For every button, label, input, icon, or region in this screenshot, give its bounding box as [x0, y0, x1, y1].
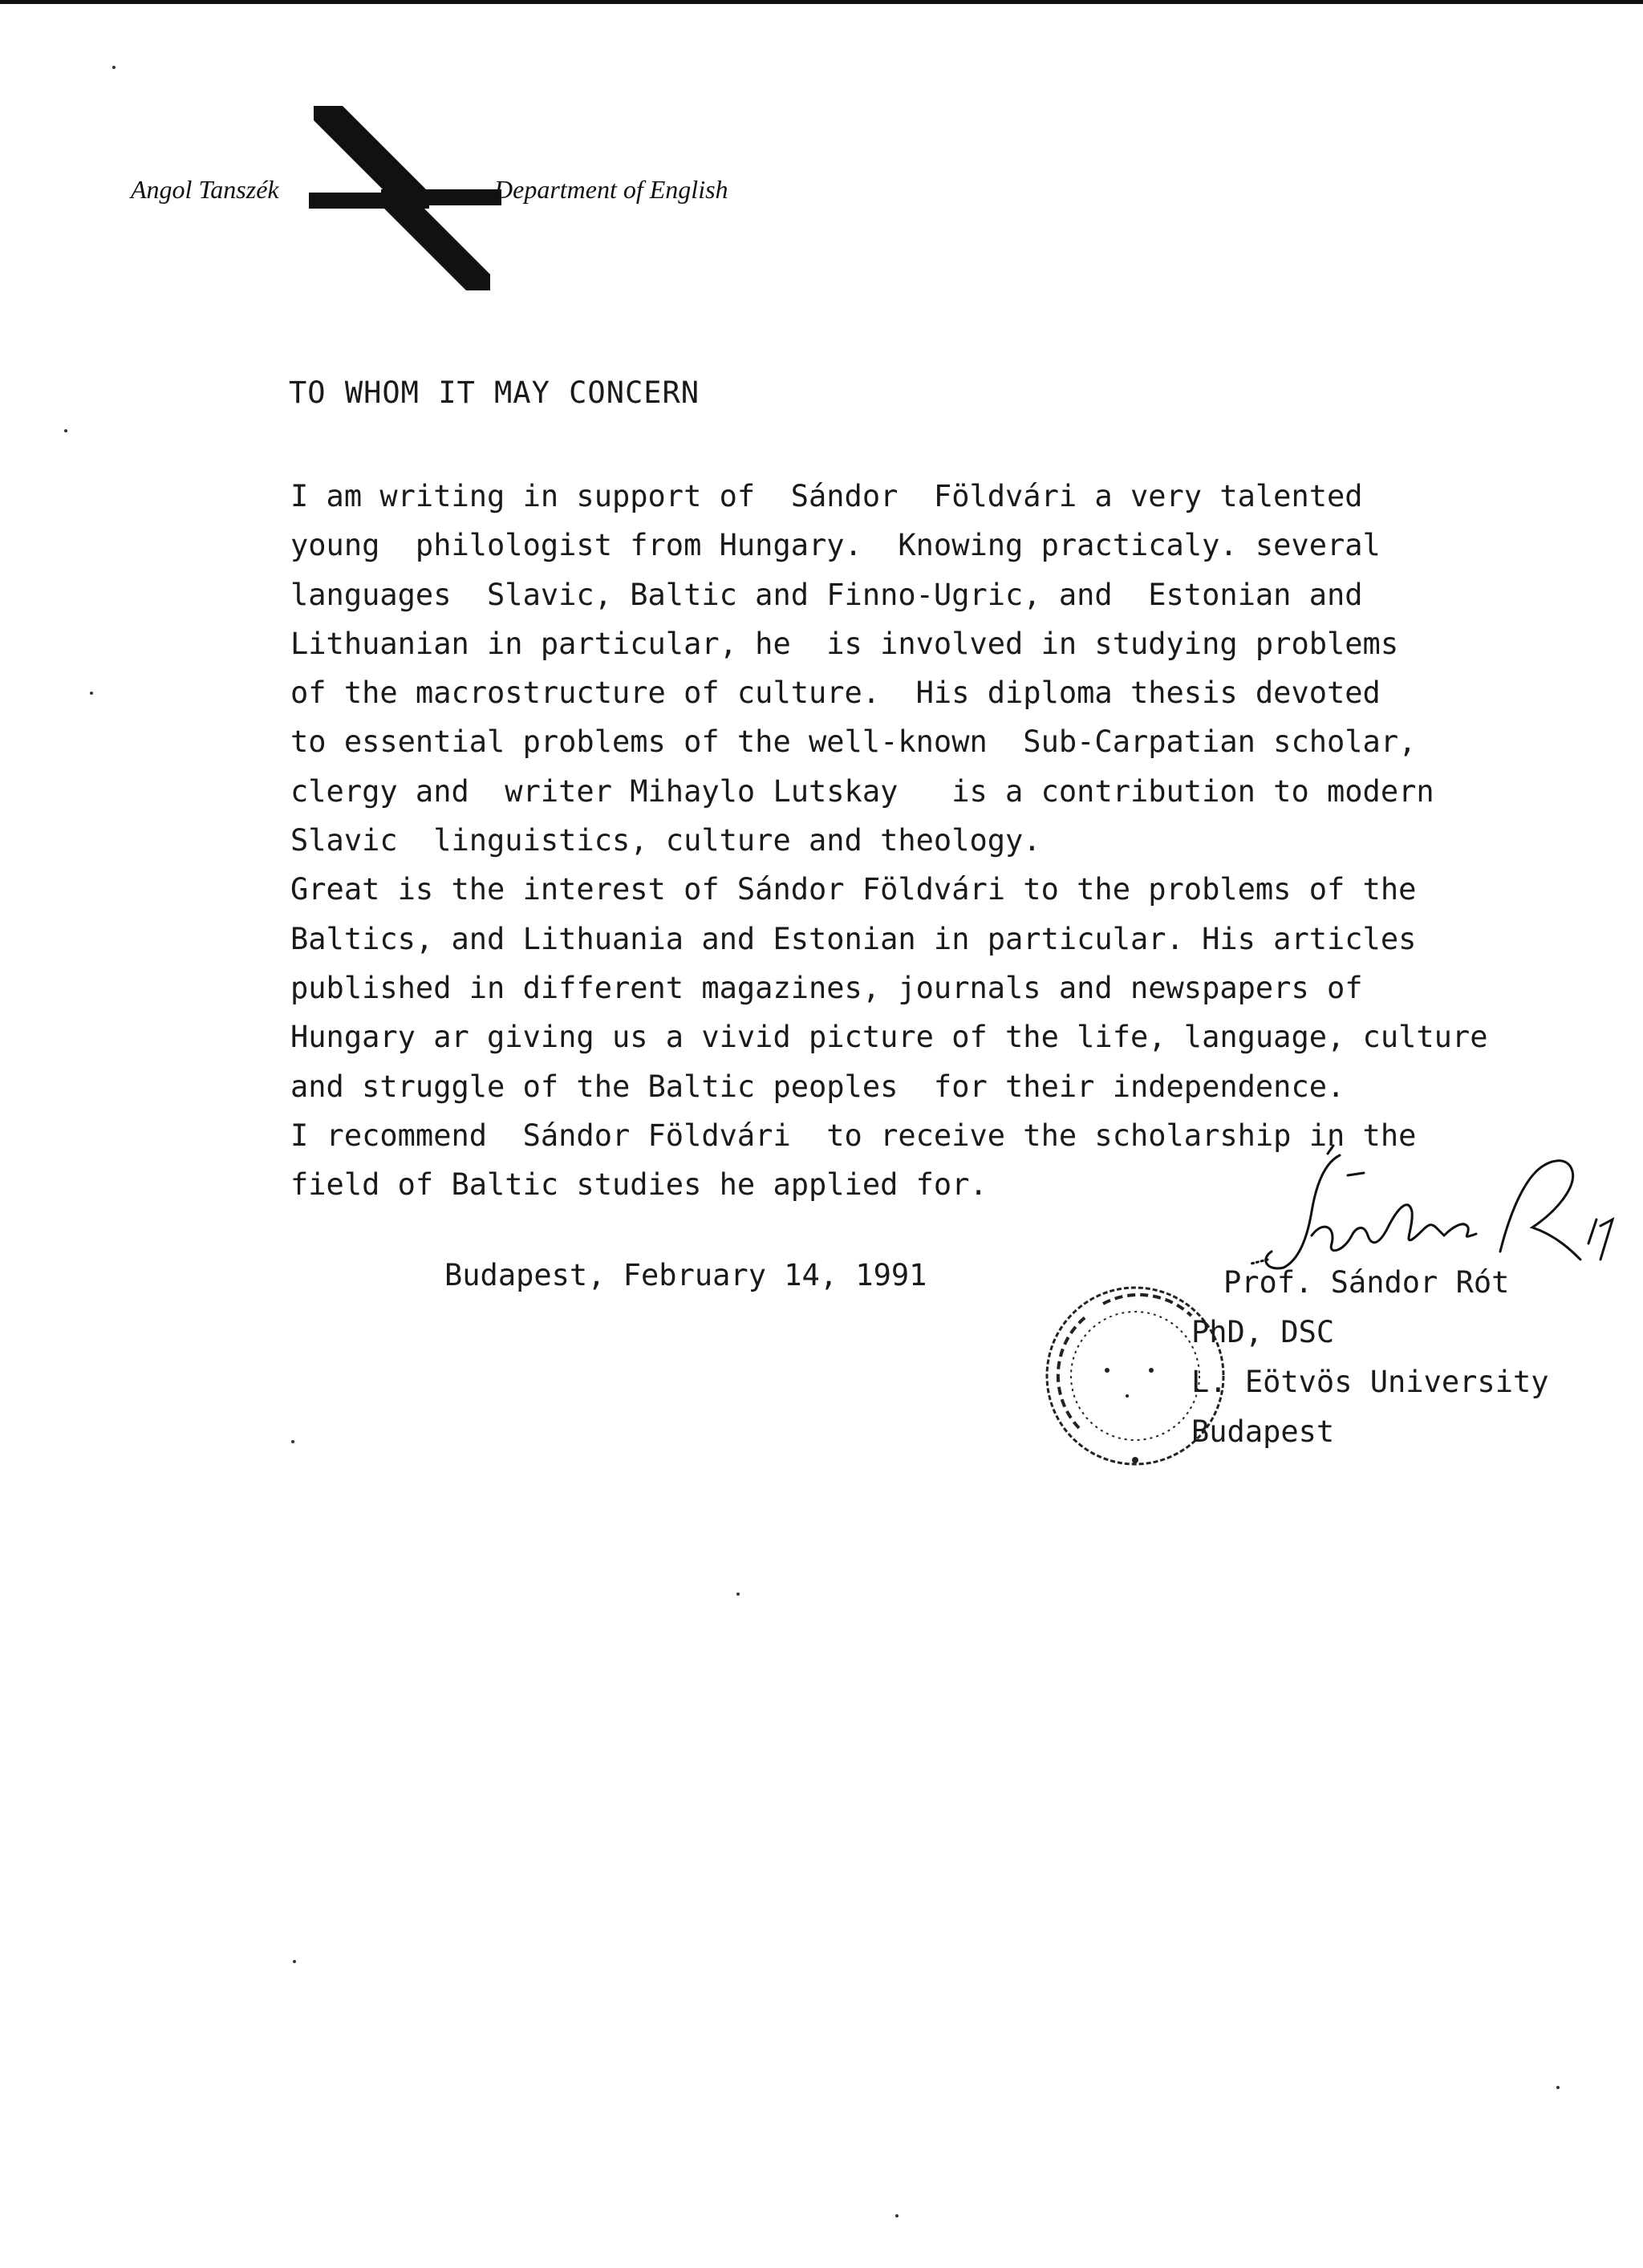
body-line: and struggle of the Baltic peoples for their independence.: [290, 1069, 1345, 1104]
body-line: Hungary ar giving us a vivid picture of the life, language, culture: [290, 1020, 1488, 1055]
signatory-name: Prof. Sándor Rót: [1223, 1265, 1510, 1300]
scan-speck: [736, 1592, 740, 1596]
scan-speck: [895, 2214, 899, 2217]
body-line: published in different magazines, journals and newspapers of: [290, 970, 1363, 1005]
body-line: Great is the interest of Sándor Földvári to the problems of the: [290, 872, 1417, 907]
page-top-edge: [0, 0, 1643, 4]
letterhead: [0, 96, 1643, 289]
date-line: Budapest, February 14, 1991: [444, 1258, 927, 1292]
body-line: languages Slavic, Baltic and Finno-Ugric, and Estonian and: [290, 577, 1363, 612]
scan-speck: [90, 692, 93, 695]
body-line: I am writing in support of Sándor Földvári a very talented: [290, 479, 1363, 513]
body-line: I recommend Sándor Földvári to receive the scholarship in the: [290, 1118, 1417, 1153]
scan-speck: [64, 429, 67, 432]
body-line: field of Baltic studies he applied for.: [290, 1167, 988, 1203]
signatory-block: [1191, 1258, 1549, 1457]
scan-speck: [293, 1960, 296, 1963]
body-line: to essential problems of the well-known Sub-Carpatian scholar,: [290, 724, 1417, 760]
body-line: Lithuanian in particular, he is involved in studying problems: [290, 626, 1399, 661]
department-logo-icon: [309, 106, 501, 290]
signatory-degrees: PhD, DSC: [1191, 1315, 1335, 1349]
body-line: young philologist from Hungary. Knowing practicaly. several: [290, 528, 1381, 563]
body-line: Baltics, and Lithuania and Estonian in particular. His articles: [290, 921, 1417, 956]
letter-body: [290, 472, 1574, 1209]
body-line: Slavic linguistics, culture and theology.: [290, 823, 1041, 858]
salutation: TO WHOM IT MAY CONCERN: [289, 375, 700, 410]
scan-speck: [112, 66, 116, 69]
body-line: clergy and writer Mihaylo Lutskay is a contribution to modern: [290, 773, 1434, 809]
scan-speck: [1556, 2086, 1560, 2089]
letterhead-hungarian-name: Angol Tanszék: [131, 175, 279, 204]
scan-speck: [291, 1440, 294, 1443]
letterhead-english-name: Department of English: [494, 175, 728, 204]
body-line: of the macrostructure of culture. His diploma thesis devoted: [290, 676, 1381, 711]
signatory-city: Budapest: [1191, 1414, 1335, 1449]
signatory-institution: L. Eötvös University: [1191, 1365, 1549, 1399]
